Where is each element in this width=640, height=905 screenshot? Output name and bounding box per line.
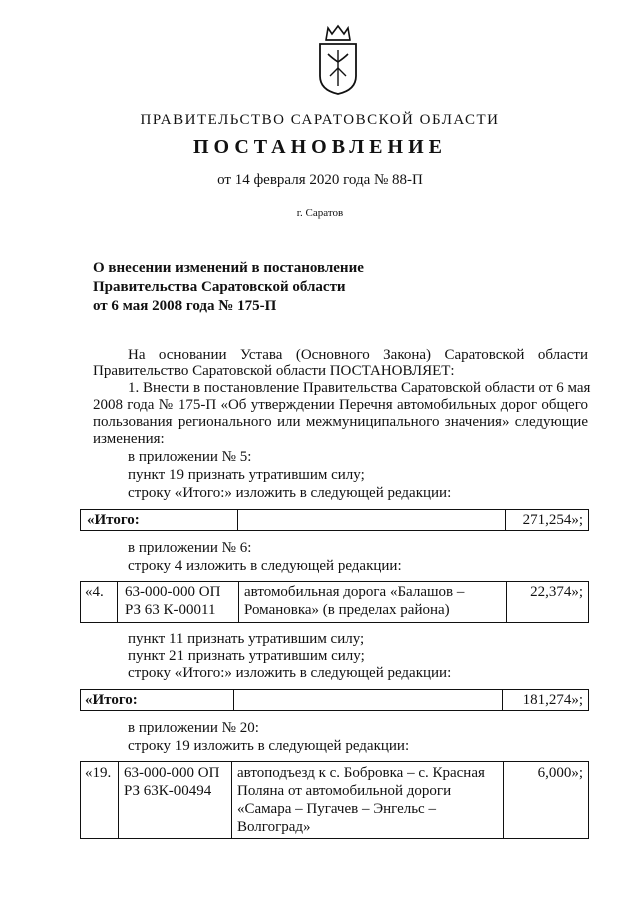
body-line: пункт 19 признать утратившим силу; xyxy=(128,467,365,483)
total-label: «Итого: xyxy=(87,512,140,528)
body-line: пользования регионального или межмуниципального значения» следующие xyxy=(93,414,588,430)
body-line: строку 19 изложить в следующей редакции: xyxy=(128,738,410,754)
row-4-table-appendix-6 xyxy=(80,581,589,623)
road-code-line-1: 63-000-000 ОП xyxy=(125,584,221,600)
total-table-appendix-6 xyxy=(80,689,589,711)
body-line: изменения: xyxy=(93,431,165,447)
road-code-line-2: РЗ 63К-00494 xyxy=(124,783,212,799)
road-length: 22,374»; xyxy=(530,584,583,600)
road-length: 6,000»; xyxy=(537,765,583,781)
road-code-line-1: 63-000-000 ОП xyxy=(124,765,220,781)
road-name-line-4: Волгоград» xyxy=(237,819,311,835)
body-line: 1. Внести в постановление Правительства Саратовской области от 6 мая xyxy=(128,380,591,396)
body-line: 2008 года № 175-П «Об утверждении Перечня автомобильных дорог общего xyxy=(93,397,588,413)
title-line-3: от 6 мая 2008 года № 175-П xyxy=(93,298,277,314)
title-line-2: Правительства Саратовской области xyxy=(93,279,346,295)
saratov-coat-of-arms-icon xyxy=(316,24,360,96)
row-number: «19. xyxy=(85,765,112,781)
total-value: 271,254»; xyxy=(522,512,583,528)
body-line: Правительство Саратовской области ПОСТАНОВЛЯЕТ: xyxy=(93,363,455,379)
road-name-line-2: Романовка» (в пределах района) xyxy=(244,602,450,618)
road-code-line-2: РЗ 63 К-00011 xyxy=(125,602,216,618)
body-line: в приложении № 5: xyxy=(128,449,252,465)
government-name: ПРАВИТЕЛЬСТВО САРАТОВСКОЙ ОБЛАСТИ xyxy=(140,112,500,128)
document-type: ПОСТАНОВЛЕНИЕ xyxy=(193,136,447,158)
body-line: строку «Итого:» изложить в следующей редакции: xyxy=(128,485,452,501)
body-line: строку 4 изложить в следующей редакции: xyxy=(128,558,402,574)
document-date-number: от 14 февраля 2020 года № 88-П xyxy=(217,172,423,188)
body-line: строку «Итого:» изложить в следующей редакции: xyxy=(128,665,452,681)
road-name-line-1: автомобильная дорога «Балашов – xyxy=(244,584,465,600)
body-line: в приложении № 20: xyxy=(128,720,259,736)
title-line-1: О внесении изменений в постановление xyxy=(93,260,364,276)
row-19-table-appendix-20 xyxy=(80,761,589,839)
city: г. Саратов xyxy=(296,207,344,219)
body-line: пункт 11 признать утратившим силу; xyxy=(128,631,365,647)
total-value: 181,274»; xyxy=(522,692,583,708)
body-line: в приложении № 6: xyxy=(128,540,252,556)
body-line: На основании Устава (Основного Закона) Саратовской области xyxy=(128,347,588,363)
road-name-line-2: Поляна от автомобильной дороги xyxy=(237,783,452,799)
body-line: пункт 21 признать утратившим силу; xyxy=(128,648,365,664)
total-table-appendix-5 xyxy=(80,509,589,531)
road-name-line-1: автоподъезд к с. Бобровка – с. Красная xyxy=(237,765,485,781)
total-label: «Итого: xyxy=(85,692,138,708)
row-number: «4. xyxy=(85,584,104,600)
road-name-line-3: «Самара – Пугачев – Энгельс – xyxy=(237,801,436,817)
